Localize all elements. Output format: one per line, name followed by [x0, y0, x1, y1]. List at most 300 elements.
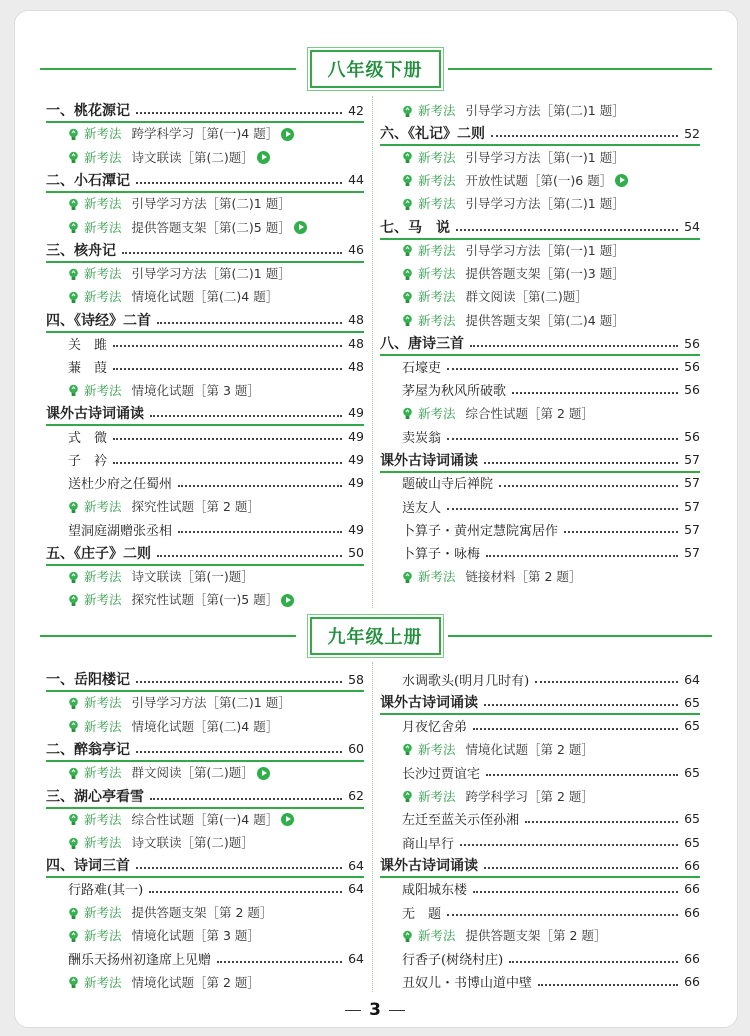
- tag-label: 新考法: [84, 905, 122, 920]
- entry-page-number: 57: [684, 498, 700, 514]
- play-icon[interactable]: [257, 151, 270, 164]
- poem-entry[interactable]: [402, 715, 700, 737]
- entry-title: 咸阳城东楼: [402, 883, 468, 899]
- entry-title: 月夜忆舍弟: [402, 720, 468, 736]
- entry-title: 行路难(其一): [68, 883, 144, 899]
- leader-dots: [136, 751, 342, 753]
- entry-page-number: 66: [684, 857, 700, 873]
- poem-entry[interactable]: [402, 379, 700, 401]
- tag-label: 新考法: [418, 149, 456, 165]
- entry-title: 望洞庭湖赠张丞相: [68, 523, 173, 539]
- entry-title: 三、核舟记: [46, 242, 116, 259]
- exam-tag-entry: [68, 285, 364, 307]
- chapter-entry[interactable]: [46, 239, 364, 261]
- lightbulb-icon: [402, 407, 413, 420]
- lightbulb-icon: [68, 221, 79, 234]
- entry-page-number: 65: [684, 834, 700, 850]
- entry-title: 五、《庄子》二则: [46, 545, 151, 562]
- page-number-value: 3: [369, 1000, 381, 1020]
- tag-text: 跨学科学习［第 2 题］: [465, 788, 594, 804]
- entry-page-number: 49: [348, 452, 364, 467]
- exam-tag-entry: [402, 738, 700, 760]
- leader-dots: [113, 368, 342, 370]
- tag-label: 新考法: [418, 405, 456, 421]
- lightbulb-icon: [68, 291, 79, 304]
- leader-dots: [113, 438, 342, 440]
- exam-tag-entry: [402, 192, 700, 214]
- entry-title: 课外古诗词诵读: [380, 858, 478, 875]
- entry-page-number: 64: [348, 857, 364, 873]
- lightbulb-icon: [68, 837, 79, 850]
- entry-title: 一、岳阳楼记: [46, 672, 130, 688]
- leader-dots: [113, 462, 342, 464]
- lightbulb-icon: [68, 767, 79, 780]
- entry-page-number: 60: [348, 741, 364, 757]
- leader-dots: [460, 844, 678, 846]
- chapter-entry[interactable]: [46, 854, 364, 876]
- poem-entry[interactable]: [402, 518, 700, 540]
- chapter-entry[interactable]: [380, 216, 700, 238]
- entry-page-number: 66: [684, 881, 700, 897]
- play-icon[interactable]: [294, 221, 307, 234]
- entry-title: 卜算子・咏梅: [402, 547, 481, 563]
- entry-title: 二、醉翁亭记: [46, 741, 130, 758]
- tag-label: 新考法: [418, 196, 456, 212]
- tag-label: 新考法: [84, 569, 122, 584]
- leader-dots: [113, 345, 342, 347]
- tag-label: 新考法: [84, 382, 122, 398]
- tag-label: 新考法: [84, 196, 122, 212]
- leader-dots: [178, 531, 342, 533]
- entry-title: 一、桃花源记: [46, 103, 130, 119]
- tag-text: 提供答题支架［第(二)5 题］: [131, 219, 291, 235]
- entry-page-number: 65: [684, 811, 700, 827]
- entry-page-number: 46: [348, 242, 364, 258]
- entry-page-number: 65: [684, 694, 700, 710]
- exam-tag-entry: [68, 971, 364, 993]
- tag-text: 提供答题支架［第 2 题］: [465, 928, 607, 944]
- entry-title: 水调歌头(明月几时有): [402, 673, 530, 689]
- chapter-entry[interactable]: [46, 309, 364, 331]
- entry-page-number: 64: [684, 671, 700, 687]
- exam-tag-entry: [68, 691, 364, 713]
- tag-label: 新考法: [84, 835, 122, 851]
- exam-tag-entry: [68, 192, 364, 214]
- exam-tag-entry: [68, 901, 364, 923]
- leader-dots: [473, 728, 678, 730]
- tag-label: 新考法: [418, 242, 456, 258]
- exam-tag-entry: [402, 309, 700, 331]
- tag-label: 新考法: [418, 741, 456, 757]
- entry-title: 卖炭翁: [402, 430, 442, 446]
- poem-entry[interactable]: [68, 518, 364, 540]
- entry-title: 式 微: [68, 430, 108, 446]
- exam-tag-entry: [68, 831, 364, 853]
- entry-title: 课外古诗词诵读: [380, 695, 478, 712]
- chapter-entry[interactable]: [46, 169, 364, 191]
- tag-text: 开放性试题［第(一)6 题］: [465, 172, 613, 188]
- tag-label: 新考法: [418, 289, 456, 305]
- tag-label: 新考法: [84, 974, 122, 990]
- exam-tag-entry: [402, 99, 700, 121]
- leader-dots: [484, 704, 678, 706]
- exam-tag-entry: [68, 565, 364, 587]
- chapter-entry[interactable]: [46, 668, 364, 690]
- lightbulb-icon: [68, 976, 79, 989]
- entry-page-number: 44: [348, 172, 364, 188]
- tag-label: 新考法: [84, 499, 122, 515]
- leader-dots: [538, 984, 678, 986]
- entry-title: 子 衿: [68, 454, 108, 469]
- exam-tag-entry: [68, 122, 364, 144]
- leader-dots: [136, 867, 342, 869]
- tag-text: 引导学习方法［第(二)1 题］: [131, 266, 291, 282]
- leader-dots: [499, 485, 678, 487]
- leader-dots: [150, 798, 342, 800]
- entry-title: 酬乐天扬州初逢席上见赠: [68, 953, 212, 969]
- tag-text: 诗文联读［第(一)题］: [131, 569, 254, 584]
- leader-dots: [157, 322, 342, 324]
- entry-page-number: 49: [348, 428, 364, 444]
- poem-entry[interactable]: [402, 901, 700, 923]
- tag-label: 新考法: [418, 928, 456, 944]
- tag-text: 情境化试题［第 3 题］: [131, 382, 260, 398]
- tag-text: 情境化试题［第(二)4 题］: [131, 289, 279, 305]
- entry-page-number: 52: [684, 125, 700, 141]
- tag-text: 链接材料［第 2 题］: [465, 569, 582, 584]
- tag-text: 情境化试题［第(二)4 题］: [131, 718, 279, 734]
- lightbulb-icon: [402, 314, 413, 327]
- poem-entry[interactable]: [68, 332, 364, 354]
- lightbulb-icon: [68, 697, 79, 710]
- exam-tag-entry: [402, 285, 700, 307]
- entry-title: 送杜少府之任蜀州: [68, 477, 173, 493]
- entry-page-number: 66: [684, 904, 700, 920]
- tag-text: 情境化试题［第 2 题］: [465, 741, 594, 757]
- lightbulb-icon: [68, 907, 79, 920]
- page-number-dash-left: [345, 1010, 361, 1011]
- lightbulb-icon: [402, 743, 413, 756]
- entry-title: 茅屋为秋风所破歌: [402, 384, 507, 400]
- lightbulb-icon: [402, 790, 413, 803]
- exam-tag-entry: [402, 169, 700, 191]
- exam-tag-entry: [68, 715, 364, 737]
- exam-tag-entry: [68, 379, 364, 401]
- lightbulb-icon: [402, 571, 413, 584]
- entry-page-number: 58: [348, 671, 364, 687]
- tag-label: 新考法: [418, 266, 456, 282]
- chapter-entry[interactable]: [46, 542, 364, 564]
- tag-text: 群文阅读［第(二)题］: [131, 765, 254, 781]
- chapter-entry[interactable]: [380, 122, 700, 144]
- entry-title: 无 题: [402, 906, 442, 922]
- column-divider: [372, 96, 373, 608]
- entry-page-number: 57: [684, 521, 700, 537]
- exam-tag-entry: [402, 239, 700, 261]
- leader-dots: [136, 681, 342, 683]
- entry-page-number: 65: [684, 718, 700, 734]
- lightbulb-icon: [402, 268, 413, 281]
- entry-title: 关 雎: [68, 337, 108, 353]
- tag-label: 新考法: [84, 149, 122, 165]
- poem-entry[interactable]: [402, 808, 700, 830]
- lightbulb-icon: [68, 571, 79, 584]
- play-icon[interactable]: [615, 174, 628, 187]
- tag-label: 新考法: [418, 569, 456, 584]
- entry-title: 八、唐诗三首: [380, 336, 464, 352]
- entry-page-number: 48: [348, 335, 364, 351]
- poem-entry[interactable]: [68, 878, 364, 900]
- tag-text: 综合性试题［第(一)4 题］: [131, 811, 279, 827]
- leader-dots: [217, 961, 342, 963]
- leader-dots: [178, 485, 342, 487]
- entry-page-number: 56: [684, 428, 700, 444]
- leader-dots: [535, 681, 678, 683]
- tag-text: 综合性试题［第 2 题］: [465, 405, 594, 421]
- entry-page-number: 56: [684, 382, 700, 398]
- lightbulb-icon: [68, 930, 79, 943]
- entry-page-number: 48: [348, 358, 364, 374]
- entry-page-number: 57: [684, 475, 700, 491]
- chapter-entry[interactable]: [46, 738, 364, 760]
- tag-text: 情境化试题［第 3 题］: [131, 928, 260, 944]
- entry-title: 四、《诗经》二首: [46, 312, 151, 329]
- section-title-text: 九年级上册: [310, 617, 441, 655]
- lightbulb-icon: [402, 174, 413, 187]
- entry-title: 课外古诗词诵读: [380, 452, 478, 469]
- exam-tag-entry: [68, 495, 364, 517]
- entry-page-number: 57: [684, 452, 700, 467]
- entry-title: 商山早行: [402, 836, 455, 852]
- tag-label: 新考法: [84, 266, 122, 282]
- section-title: [0, 53, 750, 85]
- tag-text: 诗文联读［第(二)题］: [131, 149, 254, 165]
- tag-label: 新考法: [84, 718, 122, 734]
- exam-tag-entry: [402, 565, 700, 587]
- entry-title: 二、小石潭记: [46, 172, 130, 189]
- leader-dots: [150, 415, 342, 417]
- poem-entry[interactable]: [402, 878, 700, 900]
- exam-tag-entry: [68, 588, 364, 610]
- lightbulb-icon: [402, 930, 413, 943]
- poem-entry[interactable]: [402, 542, 700, 564]
- entry-page-number: 64: [348, 881, 364, 897]
- poem-entry[interactable]: [402, 831, 700, 853]
- leader-dots: [486, 555, 678, 557]
- poem-entry[interactable]: [402, 668, 700, 690]
- leader-dots: [149, 891, 342, 893]
- leader-dots: [456, 229, 678, 231]
- tag-text: 引导学习方法［第(二)1 题］: [465, 196, 625, 212]
- entry-page-number: 49: [348, 521, 364, 537]
- tag-text: 引导学习方法［第(二)1 题］: [131, 196, 291, 212]
- tag-text: 引导学习方法［第(一)1 题］: [465, 242, 625, 258]
- leader-dots: [486, 774, 678, 776]
- tag-label: 新考法: [418, 788, 456, 804]
- poem-entry[interactable]: [68, 948, 364, 970]
- entry-page-number: 50: [348, 545, 364, 561]
- entry-title: 题破山寺后禅院: [402, 477, 494, 493]
- tag-text: 引导学习方法［第(一)1 题］: [465, 149, 625, 165]
- poem-entry[interactable]: [68, 449, 364, 471]
- tag-text: 情境化试题［第 2 题］: [131, 974, 260, 990]
- column-divider: [372, 662, 373, 992]
- chapter-entry[interactable]: [380, 449, 700, 471]
- tag-label: 新考法: [418, 172, 456, 188]
- poem-entry[interactable]: [402, 472, 700, 494]
- tag-text: 引导学习方法［第(二)1 题］: [465, 103, 625, 118]
- tag-label: 新考法: [84, 811, 122, 827]
- tag-label: 新考法: [84, 928, 122, 944]
- poem-entry[interactable]: [402, 495, 700, 517]
- lightbulb-icon: [402, 291, 413, 304]
- chapter-entry[interactable]: [46, 402, 364, 424]
- tag-label: 新考法: [84, 592, 122, 608]
- lightbulb-icon: [68, 268, 79, 281]
- tag-text: 探究性试题［第(一)5 题］: [131, 592, 279, 608]
- leader-dots: [136, 112, 342, 114]
- entry-page-number: 42: [348, 102, 364, 118]
- entry-page-number: 56: [684, 335, 700, 351]
- entry-page-number: 64: [348, 951, 364, 967]
- tag-text: 诗文联读［第(二)题］: [131, 835, 254, 851]
- tag-text: 提供答题支架［第(一)3 题］: [465, 266, 625, 282]
- entry-page-number: 66: [684, 951, 700, 967]
- exam-tag-entry: [402, 146, 700, 168]
- poem-entry[interactable]: [402, 425, 700, 447]
- chapter-entry[interactable]: [46, 785, 364, 807]
- leader-dots: [157, 555, 342, 557]
- page-number: [0, 1000, 750, 1020]
- exam-tag-entry: [68, 761, 364, 783]
- tag-label: 新考法: [84, 289, 122, 305]
- poem-entry[interactable]: [402, 761, 700, 783]
- lightbulb-icon: [68, 384, 79, 397]
- exam-tag-entry: [68, 146, 364, 168]
- exam-tag-entry: [402, 402, 700, 424]
- entry-title: 三、湖心亭看雪: [46, 788, 144, 805]
- tag-text: 提供答题支架［第 2 题］: [131, 905, 273, 920]
- lightbulb-icon: [68, 501, 79, 514]
- entry-title: 课外古诗词诵读: [46, 405, 144, 422]
- play-icon[interactable]: [257, 767, 270, 780]
- leader-dots: [509, 961, 678, 963]
- tag-label: 新考法: [84, 126, 122, 142]
- leader-dots: [525, 821, 678, 823]
- exam-tag-entry: [402, 785, 700, 807]
- lightbulb-icon: [68, 813, 79, 826]
- entry-title: 长沙过贾谊宅: [402, 766, 481, 782]
- tag-text: 引导学习方法［第(二)1 题］: [131, 695, 291, 711]
- tag-label: 新考法: [418, 103, 456, 118]
- entry-page-number: 56: [684, 358, 700, 374]
- leader-dots: [447, 914, 678, 916]
- entry-title: 四、诗词三首: [46, 858, 130, 875]
- leader-dots: [484, 462, 678, 464]
- leader-dots: [136, 182, 342, 184]
- lightbulb-icon: [68, 128, 79, 141]
- entry-title: 石壕吏: [402, 360, 442, 376]
- entry-title: 卜算子・黄州定慧院寓居作: [402, 523, 559, 539]
- entry-page-number: 49: [348, 475, 364, 491]
- section-title: [0, 620, 750, 652]
- entry-title: 送友人: [402, 500, 442, 516]
- exam-tag-entry: [402, 924, 700, 946]
- tag-label: 新考法: [84, 695, 122, 711]
- exam-tag-entry: [68, 924, 364, 946]
- lightbulb-icon: [68, 720, 79, 733]
- lightbulb-icon: [402, 151, 413, 164]
- chapter-entry[interactable]: [380, 691, 700, 713]
- lightbulb-icon: [402, 105, 413, 118]
- tag-text: 群文阅读［第(二)题］: [465, 289, 588, 305]
- tag-text: 跨学科学习［第(一)4 题］: [131, 126, 279, 142]
- entry-title: 行香子(树绕村庄): [402, 953, 504, 969]
- poem-entry[interactable]: [402, 948, 700, 970]
- leader-dots: [484, 867, 678, 869]
- exam-tag-entry: [68, 808, 364, 830]
- lightbulb-icon: [402, 244, 413, 257]
- poem-entry[interactable]: [68, 472, 364, 494]
- play-icon[interactable]: [281, 813, 294, 826]
- leader-dots: [564, 531, 678, 533]
- section-title-text: 八年级下册: [310, 50, 441, 88]
- tag-label: 新考法: [418, 312, 456, 328]
- leader-dots: [447, 438, 678, 440]
- poem-entry[interactable]: [402, 971, 700, 993]
- entry-title: 蒹 葭: [68, 360, 108, 376]
- entry-title: 七、马 说: [380, 219, 450, 236]
- lightbulb-icon: [68, 151, 79, 164]
- leader-dots: [473, 891, 678, 893]
- tag-text: 探究性试题［第 2 题］: [131, 499, 260, 515]
- tag-label: 新考法: [84, 765, 122, 781]
- leader-dots: [447, 508, 678, 510]
- leader-dots: [447, 368, 678, 370]
- entry-page-number: 62: [348, 788, 364, 803]
- entry-page-number: 49: [348, 405, 364, 421]
- leader-dots: [512, 392, 678, 394]
- poem-entry[interactable]: [68, 355, 364, 377]
- entry-title: 六、《礼记》二则: [380, 126, 485, 143]
- leader-dots: [122, 252, 342, 254]
- exam-tag-entry: [68, 262, 364, 284]
- chapter-entry[interactable]: [380, 332, 700, 354]
- entry-page-number: 65: [684, 764, 700, 780]
- page-number-dash-right: [389, 1010, 405, 1011]
- lightbulb-icon: [402, 198, 413, 211]
- entry-title: 丑奴儿・书博山道中壁: [402, 976, 533, 992]
- leader-dots: [470, 345, 678, 347]
- poem-entry[interactable]: [402, 355, 700, 377]
- chapter-entry[interactable]: [380, 854, 700, 876]
- entry-page-number: 48: [348, 312, 364, 328]
- lightbulb-icon: [68, 594, 79, 607]
- chapter-entry[interactable]: [46, 99, 364, 121]
- entry-page-number: 54: [684, 219, 700, 234]
- exam-tag-entry: [402, 262, 700, 284]
- tag-text: 提供答题支架［第(二)4 题］: [465, 312, 625, 328]
- lightbulb-icon: [68, 198, 79, 211]
- tag-label: 新考法: [84, 219, 122, 235]
- entry-page-number: 57: [684, 545, 700, 561]
- exam-tag-entry: [68, 216, 364, 238]
- play-icon[interactable]: [281, 128, 294, 141]
- play-icon[interactable]: [281, 594, 294, 607]
- entry-page-number: 66: [684, 974, 700, 990]
- poem-entry[interactable]: [68, 425, 364, 447]
- leader-dots: [491, 135, 678, 137]
